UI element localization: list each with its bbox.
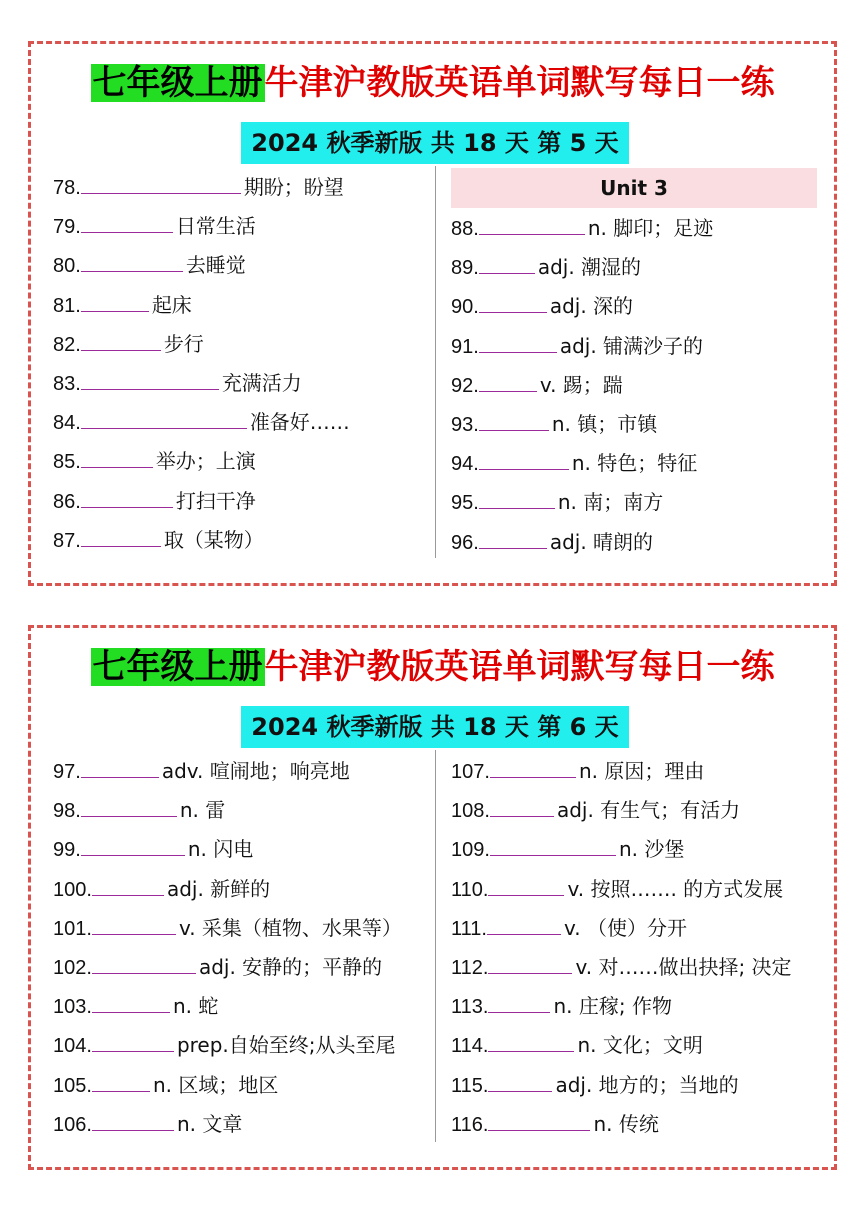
item-meaning: v. 对……做出抉择; 决定 [575, 954, 792, 979]
answer-blank[interactable] [81, 388, 219, 390]
item-meaning: n. 庄稼; 作物 [553, 994, 672, 1019]
item-meaning: 取（某物） [163, 527, 264, 552]
vocab-row [451, 909, 821, 948]
column-divider [435, 166, 436, 558]
item-meaning: n. 镇；市镇 [551, 411, 658, 436]
answer-blank[interactable] [92, 894, 164, 896]
vocab-row [451, 948, 821, 987]
answer-blank[interactable] [488, 1011, 550, 1013]
item-number: 84. [53, 412, 81, 435]
answer-blank[interactable] [81, 349, 161, 351]
item-meaning: 去睡觉 [185, 253, 246, 278]
answer-blank[interactable] [81, 270, 183, 272]
item-meaning: 起床 [151, 292, 192, 317]
vocab-row [53, 168, 423, 207]
item-number: 93. [451, 413, 479, 436]
card-subtitle: 2024 秋季新版 共 18 天 第 5 天 [241, 122, 629, 164]
answer-blank[interactable] [490, 854, 616, 856]
title-highlight: 七年级上册 [92, 64, 263, 102]
title-rest: 牛津沪教版英语单词默写每日一练 [264, 64, 775, 102]
vocab-row [451, 987, 821, 1026]
item-number: 106. [53, 1113, 92, 1136]
answer-blank[interactable] [488, 1129, 590, 1131]
item-number: 78. [53, 177, 81, 199]
item-meaning: n. 雷 [179, 798, 226, 823]
vocab-row [53, 752, 423, 791]
answer-blank[interactable] [92, 933, 176, 935]
item-number: 90. [451, 296, 479, 319]
item-number: 97. [53, 761, 81, 783]
answer-blank[interactable] [490, 776, 576, 778]
answer-blank[interactable] [81, 506, 173, 508]
answer-blank[interactable] [81, 854, 185, 856]
card-title [31, 637, 834, 697]
item-number: 100. [53, 878, 92, 901]
item-meaning: n. 传统 [593, 1111, 659, 1136]
answer-blank[interactable] [81, 466, 153, 468]
answer-blank[interactable] [487, 933, 561, 935]
item-number: 94. [451, 453, 479, 476]
left-column [53, 752, 423, 1144]
answer-blank[interactable] [479, 351, 557, 353]
item-number: 103. [53, 996, 92, 1019]
item-number: 105. [53, 1074, 92, 1097]
vocab-row [451, 1066, 821, 1105]
answer-blank[interactable] [488, 1050, 574, 1052]
item-meaning: n. 文化；文明 [577, 1033, 703, 1058]
answer-blank[interactable] [479, 390, 537, 392]
vocab-row [53, 482, 423, 521]
worksheet-card-day5 [28, 41, 837, 586]
right-list [451, 209, 821, 562]
item-number: 113. [451, 996, 489, 1019]
item-meaning: adj. 深的 [549, 294, 634, 319]
vocab-row [451, 523, 821, 562]
answer-blank[interactable] [488, 894, 564, 896]
item-number: 91. [451, 335, 479, 358]
item-meaning: n. 蛇 [172, 994, 219, 1019]
vocab-row [53, 987, 423, 1026]
item-meaning: adj. 新鲜的 [166, 876, 271, 901]
vocab-row [451, 366, 821, 405]
vocab-row [451, 791, 821, 830]
vocab-row [53, 870, 423, 909]
item-number: 87. [53, 529, 81, 552]
item-meaning: n. 闪电 [187, 837, 254, 862]
vocab-row [451, 248, 821, 287]
vocab-row [53, 325, 423, 364]
item-number: 116. [451, 1113, 489, 1136]
item-meaning: n. 沙堡 [618, 837, 685, 862]
item-meaning: 步行 [163, 331, 204, 356]
item-meaning: n. 脚印；足迹 [587, 216, 714, 240]
answer-blank[interactable] [81, 815, 177, 817]
item-meaning: v. 采集（植物、水果等） [178, 915, 402, 940]
answer-blank[interactable] [92, 1129, 174, 1131]
item-number: 80. [53, 255, 81, 278]
item-meaning: 日常生活 [175, 214, 256, 239]
vocab-row [53, 1026, 423, 1065]
item-meaning: n. 文章 [176, 1111, 243, 1136]
answer-blank[interactable] [488, 972, 572, 974]
item-meaning: adj. 地方的；当地的 [555, 1072, 739, 1097]
item-number: 111. [451, 917, 487, 940]
answer-blank[interactable] [479, 468, 569, 470]
item-number: 102. [53, 956, 92, 979]
item-meaning: n. 区域；地区 [152, 1072, 279, 1097]
answer-blank[interactable] [81, 545, 161, 547]
vocab-row [451, 287, 821, 326]
vocab-row [53, 286, 423, 325]
answer-blank[interactable] [81, 776, 159, 778]
item-meaning: adv. 喧闹地；响亮地 [161, 759, 350, 783]
vocab-row [53, 830, 423, 869]
item-number: 81. [53, 294, 81, 317]
item-number: 109. [451, 839, 490, 862]
vocab-row [53, 521, 423, 560]
item-number: 99. [53, 839, 81, 862]
answer-blank[interactable] [81, 310, 149, 312]
item-meaning: v. 踢；踹 [539, 372, 623, 397]
vocab-row [53, 364, 423, 403]
item-number: 92. [451, 374, 479, 397]
vocab-row [451, 752, 821, 791]
item-meaning: v. 按照……. 的方式发展 [567, 876, 784, 901]
item-number: 112. [451, 956, 489, 979]
item-number: 107. [451, 761, 490, 783]
item-meaning: 准备好…… [249, 410, 350, 435]
item-number: 104. [53, 1035, 92, 1058]
vocab-row [53, 1066, 423, 1105]
vocab-row [53, 909, 423, 948]
unit-heading: Unit 3 [451, 168, 817, 208]
item-meaning: 举办；上演 [155, 449, 256, 474]
vocab-row [451, 1026, 821, 1065]
item-meaning: adj. 安静的；平静的 [198, 954, 383, 979]
vocab-row [53, 948, 423, 987]
vocab-row [451, 1105, 821, 1144]
answer-blank[interactable] [81, 427, 247, 429]
right-column [451, 752, 821, 1144]
vocab-row [451, 444, 821, 483]
item-number: 96. [451, 531, 479, 554]
item-meaning: prep.自始至终;从头至尾 [176, 1033, 396, 1058]
item-number: 101. [53, 917, 92, 940]
card-title [31, 53, 834, 113]
item-meaning: adj. 有生气；有活力 [556, 798, 741, 823]
answer-blank[interactable] [479, 233, 585, 235]
answer-blank[interactable] [92, 1050, 174, 1052]
answer-blank[interactable] [81, 192, 241, 194]
right-column [451, 168, 821, 562]
vocab-row [53, 1105, 423, 1144]
answer-blank[interactable] [92, 1011, 170, 1013]
vocab-row [53, 246, 423, 285]
item-number: 110. [451, 878, 489, 901]
vocab-row [451, 405, 821, 444]
vocab-row [53, 442, 423, 481]
item-number: 82. [53, 333, 81, 356]
vocab-row [451, 327, 821, 366]
answer-blank[interactable] [479, 311, 547, 313]
item-meaning: adj. 潮湿的 [537, 255, 642, 280]
title-rest: 牛津沪教版英语单词默写每日一练 [264, 648, 775, 686]
answer-blank[interactable] [488, 1090, 552, 1092]
item-number: 79. [53, 216, 81, 239]
vocab-row [53, 791, 423, 830]
answer-blank[interactable] [81, 231, 173, 233]
item-number: 88. [451, 218, 479, 240]
left-column [53, 168, 423, 560]
answer-blank[interactable] [490, 815, 554, 817]
answer-blank[interactable] [479, 507, 555, 509]
item-number: 114. [451, 1035, 489, 1058]
vocab-row [451, 830, 821, 869]
item-meaning: adj. 铺满沙子的 [559, 333, 704, 358]
item-number: 86. [53, 490, 81, 513]
item-meaning: adj. 晴朗的 [549, 529, 654, 554]
item-meaning: 充满活力 [221, 370, 302, 395]
item-number: 83. [53, 372, 81, 395]
answer-blank[interactable] [479, 272, 535, 274]
item-number: 108. [451, 800, 490, 823]
item-meaning: n. 特色；特征 [571, 451, 698, 476]
card-subtitle: 2024 秋季新版 共 18 天 第 6 天 [241, 706, 629, 748]
column-divider [435, 750, 436, 1142]
item-number: 98. [53, 800, 81, 823]
vocab-row [451, 483, 821, 522]
vocab-row [53, 207, 423, 246]
item-meaning: n. 南；南方 [557, 490, 664, 515]
item-meaning: v. （使）分开 [563, 915, 687, 940]
item-meaning: 打扫干净 [175, 488, 256, 513]
answer-blank[interactable] [479, 429, 549, 431]
answer-blank[interactable] [92, 972, 196, 974]
title-highlight: 七年级上册 [92, 648, 263, 686]
item-number: 95. [451, 492, 479, 515]
item-number: 85. [53, 451, 81, 474]
answer-blank[interactable] [92, 1090, 150, 1092]
item-number: 115. [451, 1074, 489, 1097]
vocab-row [451, 209, 821, 248]
item-meaning: n. 原因；理由 [578, 759, 705, 783]
answer-blank[interactable] [479, 547, 547, 549]
vocab-row [53, 403, 423, 442]
vocab-row [451, 870, 821, 909]
item-number: 89. [451, 257, 479, 280]
item-meaning: 期盼；盼望 [243, 175, 344, 199]
worksheet-card-day6 [28, 625, 837, 1170]
